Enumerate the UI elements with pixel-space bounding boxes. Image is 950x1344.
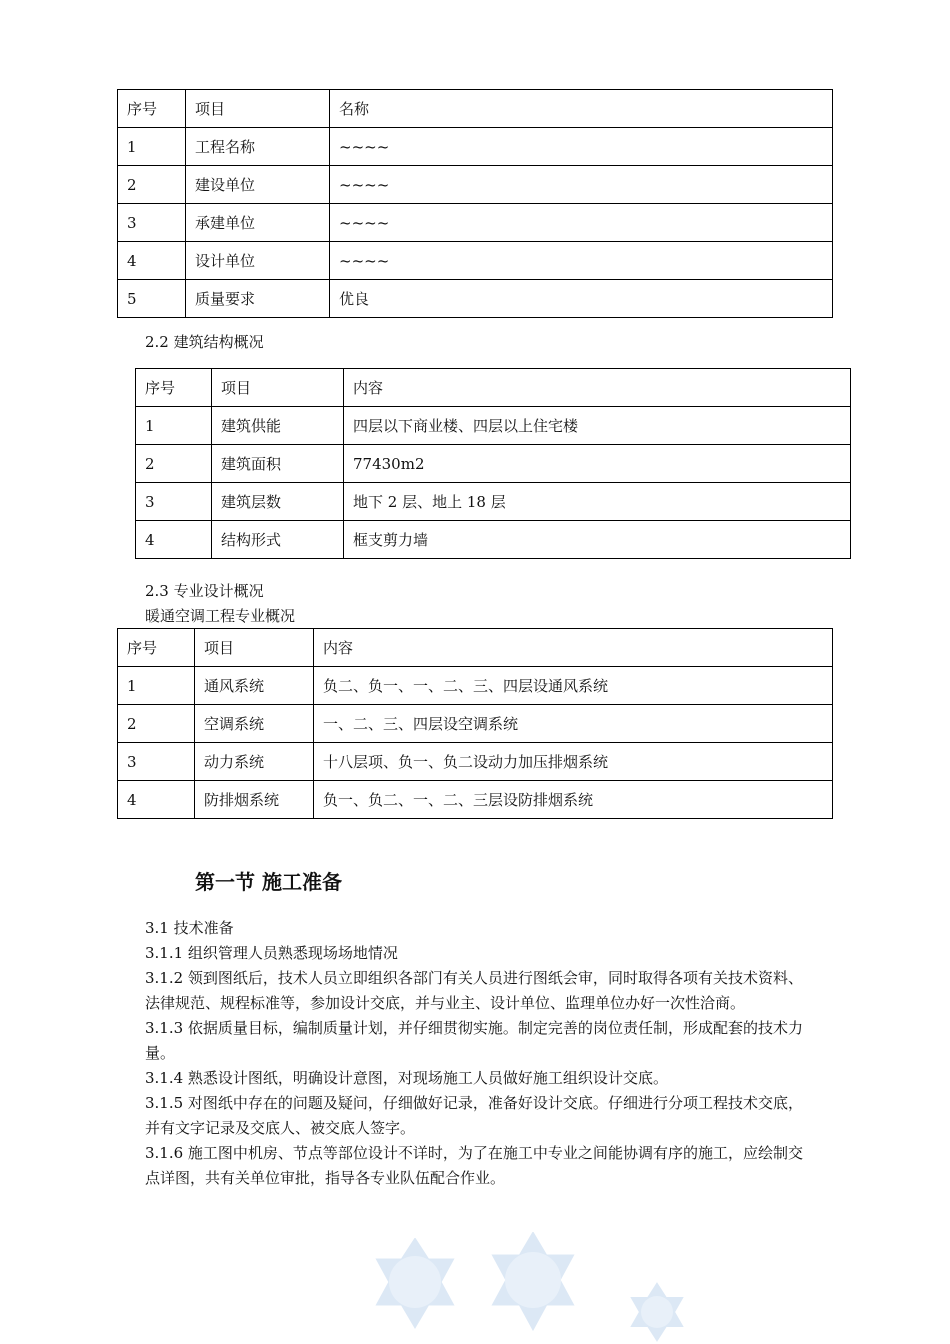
paragraph: 3.1.3 依据质量目标，编制质量计划，并仔细贯彻实施。制定完善的岗位责任制，形成配套的技术力量。 (145, 1019, 803, 1062)
chapter-heading: 第一节 施工准备 (195, 870, 342, 894)
table-cell: 77430m2 (344, 445, 851, 483)
table-cell: 2 (118, 166, 186, 204)
table-cell: 框支剪力墙 (344, 521, 851, 559)
header-cell: 项目 (186, 90, 330, 128)
table-cell: 3 (136, 483, 212, 521)
table-cell: 四层以下商业楼、四层以上住宅楼 (344, 407, 851, 445)
table-cell: 动力系统 (195, 743, 314, 781)
table-cell: 建设单位 (186, 166, 330, 204)
table-cell: 建筑供能 (212, 407, 344, 445)
header-cell: 内容 (314, 629, 833, 667)
table-row (136, 521, 851, 559)
table-row (118, 667, 833, 705)
table-cell: 地下 2 层、地上 18 层 (344, 483, 851, 521)
table-cell: ~~~~ (330, 242, 833, 280)
header-cell: 序号 (118, 90, 186, 128)
table-cell: 1 (118, 667, 195, 705)
table-cell: 结构形式 (212, 521, 344, 559)
table-row (118, 705, 833, 743)
structure-overview-table (135, 368, 851, 559)
table-cell: 1 (118, 128, 186, 166)
table-cell: 承建单位 (186, 204, 330, 242)
table-cell: ~~~~ (330, 204, 833, 242)
table-header-row (118, 90, 833, 128)
table-cell: 建筑面积 (212, 445, 344, 483)
table-cell: 1 (136, 407, 212, 445)
table-cell: 3 (118, 204, 186, 242)
paragraph: 3.1.1 组织管理人员熟悉现场场地情况 (145, 944, 398, 962)
snowflake-watermark-icon (478, 1232, 588, 1344)
table-cell: 十八层项、负一、负二设动力加压排烟系统 (314, 743, 833, 781)
table-cell: 3 (118, 743, 195, 781)
table-row (136, 483, 851, 521)
table-cell: 优良 (330, 280, 833, 318)
header-cell: 序号 (118, 629, 195, 667)
table-header-row (136, 369, 851, 407)
header-cell: 项目 (195, 629, 314, 667)
table-header-row (118, 629, 833, 667)
table-cell: ~~~~ (330, 128, 833, 166)
table-cell: 建筑层数 (212, 483, 344, 521)
section-title: 2.2 建筑结构概况 (145, 333, 264, 351)
table-cell: 工程名称 (186, 128, 330, 166)
table-cell: 4 (118, 781, 195, 819)
header-cell: 内容 (344, 369, 851, 407)
table-row (118, 166, 833, 204)
section-subtitle: 暖通空调工程专业概况 (145, 607, 296, 625)
table-cell: 通风系统 (195, 667, 314, 705)
table-cell: 负一、负二、一、二、三层设防排烟系统 (314, 781, 833, 819)
table-cell: ~~~~ (330, 166, 833, 204)
body-text (145, 916, 810, 1191)
hvac-overview-table (117, 628, 833, 819)
header-cell: 序号 (136, 369, 212, 407)
table-cell: 设计单位 (186, 242, 330, 280)
table-cell: 2 (118, 705, 195, 743)
header-cell: 名称 (330, 90, 833, 128)
table-cell: 2 (136, 445, 212, 483)
table-cell: 5 (118, 280, 186, 318)
snowflake-watermark-icon (360, 1238, 470, 1344)
table-row (118, 128, 833, 166)
paragraph: 3.1.5 对图纸中存在的问题及疑问，仔细做好记录，准备好设计交底。仔细进行分项工程技术交底，并有文字记录及交底人、被交底人签字。 (145, 1094, 803, 1137)
table-row (118, 781, 833, 819)
header-cell: 项目 (212, 369, 344, 407)
table-row (118, 242, 833, 280)
project-info-table (117, 89, 833, 318)
table-row (136, 407, 851, 445)
table-cell: 4 (136, 521, 212, 559)
table-cell: 负二、负一、一、二、三、四层设通风系统 (314, 667, 833, 705)
table-cell: 4 (118, 242, 186, 280)
table-cell: 质量要求 (186, 280, 330, 318)
table-row (136, 445, 851, 483)
table-cell: 空调系统 (195, 705, 314, 743)
snowflake-watermark-icon (622, 1282, 692, 1344)
section-title: 2.3 专业设计概况 (145, 582, 264, 600)
table-row (118, 743, 833, 781)
paragraph: 3.1 技术准备 (145, 919, 234, 937)
table-cell: 防排烟系统 (195, 781, 314, 819)
table-row (118, 204, 833, 242)
table-row (118, 280, 833, 318)
paragraph: 3.1.2 领到图纸后，技术人员立即组织各部门有关人员进行图纸会审，同时取得各项有关技术资料、法律规范、规程标准等，参加设计交底，并与业主、设计单位、监理单位办好一次性洽商。 (145, 969, 803, 1012)
paragraph: 3.1.4 熟悉设计图纸，明确设计意图，对现场施工人员做好施工组织设计交底。 (145, 1069, 668, 1087)
paragraph: 3.1.6 施工图中机房、节点等部位设计不详时，为了在施工中专业之间能协调有序的施工，应绘制交点详图，共有关单位审批，指导各专业队伍配合作业。 (145, 1144, 803, 1187)
table-cell: 一、二、三、四层设空调系统 (314, 705, 833, 743)
